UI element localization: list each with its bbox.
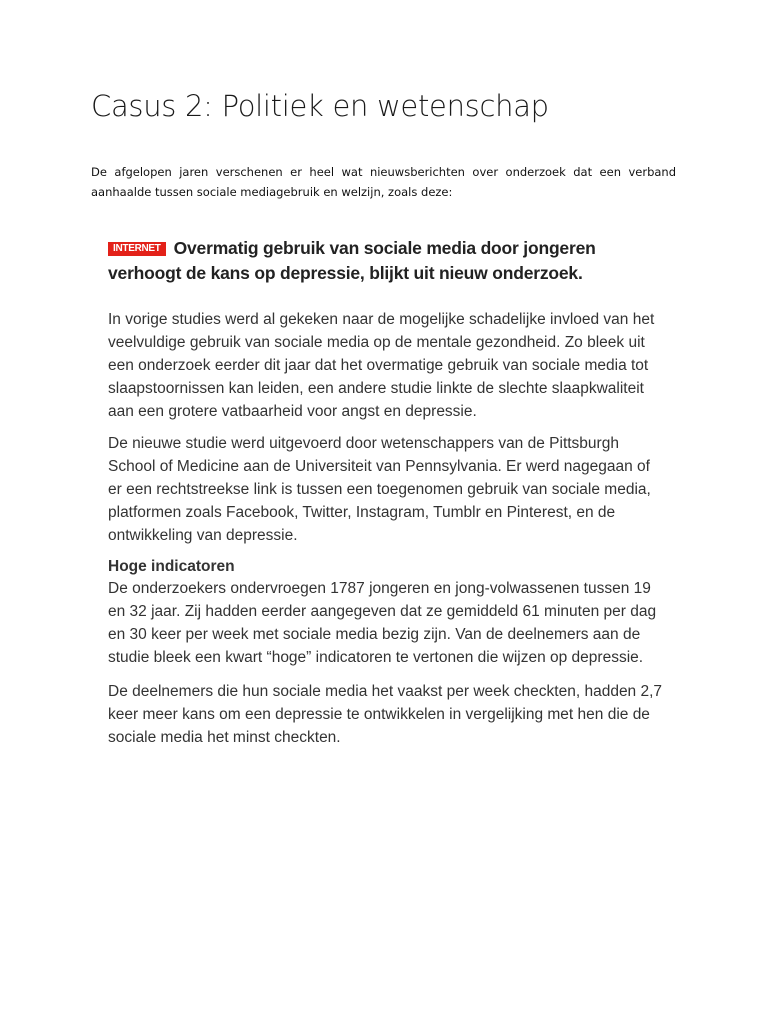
article-subheading: Hoge indicatoren — [108, 558, 235, 575]
news-clipping — [108, 236, 668, 749]
page-title: Casus 2: Politiek en wetenschap — [91, 89, 549, 123]
article-paragraph: De nieuwe studie werd uitgevoerd door wetenschappers van de Pittsburgh School of Medicine aan de Universiteit van Pennsylvania. Er werd nagegaan of er een rechtstreekse link is tussen een toegenomen gebruik van sociale media, platformen zoals Facebook, Twitter, Instagram, Tumblr en Pinterest, en de ontwikkeling van depressie. — [108, 435, 651, 544]
headline-text: Overmatig gebruik van sociale media door jongeren verhoogt de kans op depressie, blijkt uit nieuw onderzoek. — [108, 238, 596, 283]
article-paragraph: In vorige studies werd al gekeken naar de mogelijke schadelijke invloed van het veelvuldige gebruik van sociale media op de mentale gezondheid. Zo bleek uit een onderzoek eerder dit jaar dat het overmatige gebruik van sociale media tot slaapstoornissen kan leiden, een andere studie linkte de slechte slaapkwaliteit aan een grotere vatbaarheid voor angst en depressie. — [108, 311, 655, 420]
category-tag: INTERNET — [108, 242, 166, 256]
article-paragraph: De onderzoekers ondervroegen 1787 jongeren en jong-volwassenen tussen 19 en 32 jaar. Zij hadden eerder aangegeven dat ze gemiddeld 61 minuten per dag en 30 keer per week met sociale media bezig zijn. Van de deelnemers aan de studie bleek een kwart “hoge” indicatoren te vertonen die wijzen op depressie. — [108, 580, 657, 666]
article-headline — [108, 236, 668, 286]
intro-paragraph: De afgelopen jaren verschenen er heel wat nieuwsberichten over onderzoek dat een verband aanhaalde tussen sociale mediagebruik en welzijn, zoals deze: — [91, 165, 676, 199]
article-paragraph: De deelnemers die hun sociale media het vaakst per week checkten, hadden 2,7 keer meer kans om een depressie te ontwikkelen in vergelijking met hen die de sociale media het minst checkten. — [108, 683, 663, 746]
